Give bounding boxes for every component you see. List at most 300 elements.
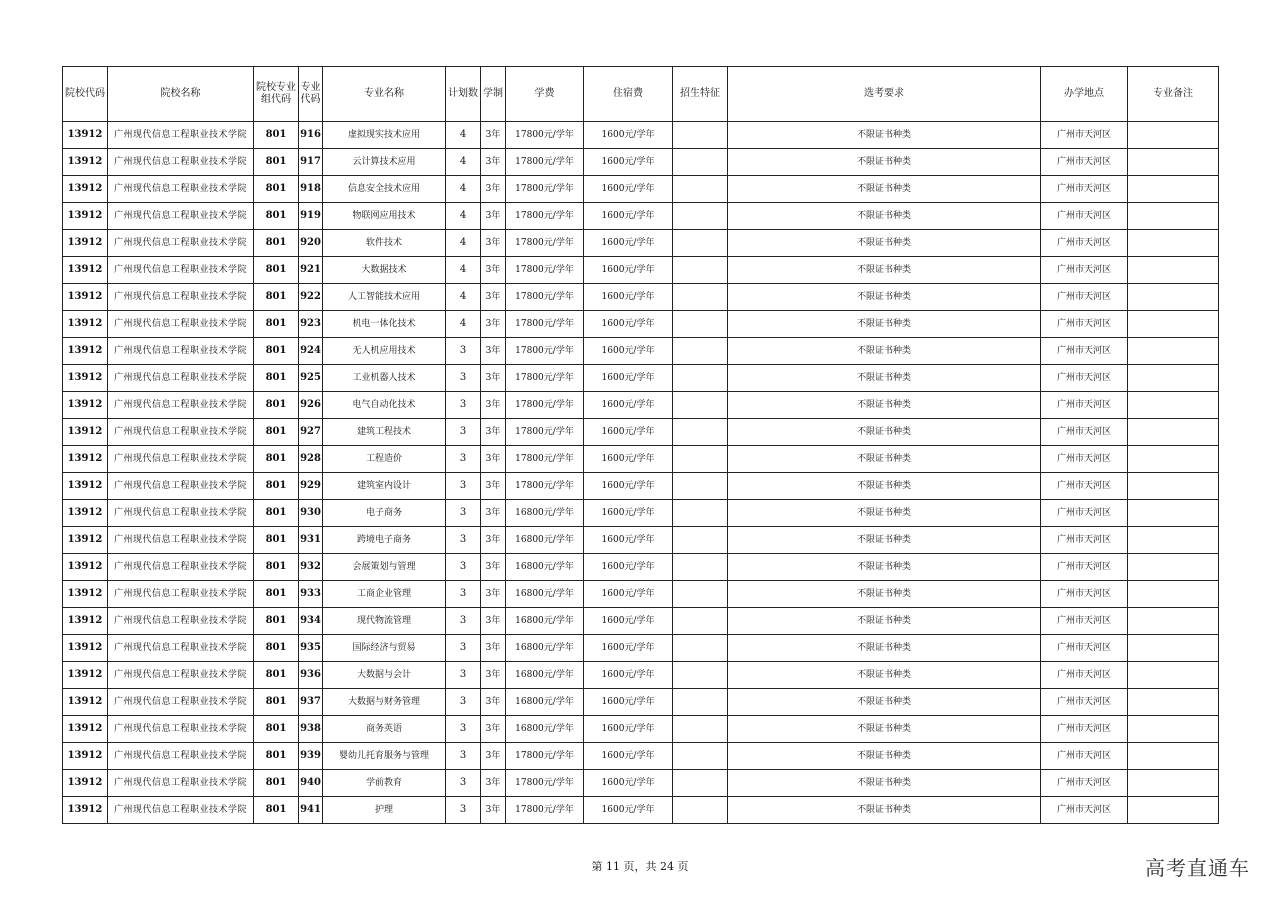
lodging-fee-cell: 1600元/学年 [584, 743, 673, 770]
school-code-cell: 13912 [63, 257, 108, 284]
note-cell [1128, 797, 1219, 824]
group-code-cell: 801 [254, 797, 299, 824]
tuition-cell: 17800元/学年 [506, 365, 584, 392]
requirement-cell: 不限证书种类 [728, 689, 1041, 716]
school-name-cell: 广州现代信息工程职业技术学院 [108, 365, 254, 392]
location-cell: 广州市天河区 [1041, 230, 1128, 257]
lodging-fee-cell: 1600元/学年 [584, 284, 673, 311]
table-row [63, 446, 1219, 473]
feature-cell [673, 743, 728, 770]
major-name-cell: 护理 [323, 797, 446, 824]
duration-cell: 3年 [481, 581, 506, 608]
plan-count-cell: 4 [446, 176, 481, 203]
table-row [63, 689, 1219, 716]
duration-cell: 3年 [481, 311, 506, 338]
location-cell: 广州市天河区 [1041, 500, 1128, 527]
tuition-cell: 17800元/学年 [506, 743, 584, 770]
header-cell: 选考要求 [728, 67, 1041, 122]
school-code-cell: 13912 [63, 176, 108, 203]
group-code-cell: 801 [254, 311, 299, 338]
location-cell: 广州市天河区 [1041, 365, 1128, 392]
table-row [63, 122, 1219, 149]
feature-cell [673, 581, 728, 608]
duration-cell: 3年 [481, 527, 506, 554]
requirement-cell: 不限证书种类 [728, 419, 1041, 446]
major-name-cell: 建筑室内设计 [323, 473, 446, 500]
school-code-cell: 13912 [63, 662, 108, 689]
school-name-cell: 广州现代信息工程职业技术学院 [108, 176, 254, 203]
table-row [63, 608, 1219, 635]
lodging-fee-cell: 1600元/学年 [584, 473, 673, 500]
major-name-cell: 无人机应用技术 [323, 338, 446, 365]
group-code-cell: 801 [254, 338, 299, 365]
school-name-cell: 广州现代信息工程职业技术学院 [108, 149, 254, 176]
note-cell [1128, 122, 1219, 149]
major-name-cell: 工商企业管理 [323, 581, 446, 608]
table-row [63, 581, 1219, 608]
duration-cell: 3年 [481, 473, 506, 500]
location-cell: 广州市天河区 [1041, 122, 1128, 149]
location-cell: 广州市天河区 [1041, 419, 1128, 446]
plan-count-cell: 4 [446, 257, 481, 284]
note-cell [1128, 365, 1219, 392]
school-code-cell: 13912 [63, 554, 108, 581]
group-code-cell: 801 [254, 500, 299, 527]
plan-count-cell: 4 [446, 284, 481, 311]
note-cell [1128, 689, 1219, 716]
location-cell: 广州市天河区 [1041, 581, 1128, 608]
table-row [63, 149, 1219, 176]
tuition-cell: 17800元/学年 [506, 419, 584, 446]
lodging-fee-cell: 1600元/学年 [584, 203, 673, 230]
lodging-fee-cell: 1600元/学年 [584, 608, 673, 635]
location-cell: 广州市天河区 [1041, 149, 1128, 176]
major-name-cell: 会展策划与管理 [323, 554, 446, 581]
major-name-cell: 工程造价 [323, 446, 446, 473]
duration-cell: 3年 [481, 635, 506, 662]
lodging-fee-cell: 1600元/学年 [584, 554, 673, 581]
major-code-cell: 928 [299, 446, 323, 473]
requirement-cell: 不限证书种类 [728, 257, 1041, 284]
tuition-cell: 17800元/学年 [506, 176, 584, 203]
header-cell: 学费 [506, 67, 584, 122]
requirement-cell: 不限证书种类 [728, 203, 1041, 230]
location-cell: 广州市天河区 [1041, 392, 1128, 419]
lodging-fee-cell: 1600元/学年 [584, 500, 673, 527]
tuition-cell: 17800元/学年 [506, 230, 584, 257]
school-name-cell: 广州现代信息工程职业技术学院 [108, 662, 254, 689]
plan-count-cell: 3 [446, 446, 481, 473]
table-row [63, 419, 1219, 446]
admissions-table [62, 66, 1219, 824]
feature-cell [673, 716, 728, 743]
note-cell [1128, 716, 1219, 743]
header-cell: 住宿费 [584, 67, 673, 122]
group-code-cell: 801 [254, 230, 299, 257]
group-code-cell: 801 [254, 635, 299, 662]
school-code-cell: 13912 [63, 203, 108, 230]
plan-count-cell: 3 [446, 716, 481, 743]
major-code-cell: 921 [299, 257, 323, 284]
group-code-cell: 801 [254, 419, 299, 446]
group-code-cell: 801 [254, 527, 299, 554]
note-cell [1128, 176, 1219, 203]
tuition-cell: 17800元/学年 [506, 473, 584, 500]
feature-cell [673, 257, 728, 284]
school-name-cell: 广州现代信息工程职业技术学院 [108, 797, 254, 824]
feature-cell [673, 149, 728, 176]
location-cell: 广州市天河区 [1041, 203, 1128, 230]
group-code-cell: 801 [254, 608, 299, 635]
requirement-cell: 不限证书种类 [728, 635, 1041, 662]
lodging-fee-cell: 1600元/学年 [584, 230, 673, 257]
note-cell [1128, 311, 1219, 338]
duration-cell: 3年 [481, 662, 506, 689]
header-cell: 专业代码 [299, 67, 323, 122]
major-code-cell: 938 [299, 716, 323, 743]
major-code-cell: 929 [299, 473, 323, 500]
major-name-cell: 学前教育 [323, 770, 446, 797]
plan-count-cell: 3 [446, 527, 481, 554]
major-name-cell: 机电一体化技术 [323, 311, 446, 338]
header-cell: 计划数 [446, 67, 481, 122]
duration-cell: 3年 [481, 284, 506, 311]
requirement-cell: 不限证书种类 [728, 608, 1041, 635]
tuition-cell: 17800元/学年 [506, 149, 584, 176]
plan-count-cell: 4 [446, 122, 481, 149]
feature-cell [673, 608, 728, 635]
school-name-cell: 广州现代信息工程职业技术学院 [108, 122, 254, 149]
tuition-cell: 17800元/学年 [506, 338, 584, 365]
table-row [63, 392, 1219, 419]
major-code-cell: 932 [299, 554, 323, 581]
lodging-fee-cell: 1600元/学年 [584, 149, 673, 176]
requirement-cell: 不限证书种类 [728, 716, 1041, 743]
table-row [63, 284, 1219, 311]
school-name-cell: 广州现代信息工程职业技术学院 [108, 446, 254, 473]
school-code-cell: 13912 [63, 419, 108, 446]
major-name-cell: 电子商务 [323, 500, 446, 527]
lodging-fee-cell: 1600元/学年 [584, 662, 673, 689]
school-name-cell: 广州现代信息工程职业技术学院 [108, 554, 254, 581]
feature-cell [673, 284, 728, 311]
table-row [63, 716, 1219, 743]
duration-cell: 3年 [481, 716, 506, 743]
location-cell: 广州市天河区 [1041, 635, 1128, 662]
table-row [63, 311, 1219, 338]
major-name-cell: 国际经济与贸易 [323, 635, 446, 662]
plan-count-cell: 3 [446, 743, 481, 770]
major-name-cell: 虚拟现实技术应用 [323, 122, 446, 149]
duration-cell: 3年 [481, 122, 506, 149]
feature-cell [673, 500, 728, 527]
table-row [63, 338, 1219, 365]
requirement-cell: 不限证书种类 [728, 149, 1041, 176]
major-name-cell: 电气自动化技术 [323, 392, 446, 419]
major-name-cell: 现代物流管理 [323, 608, 446, 635]
major-name-cell: 商务英语 [323, 716, 446, 743]
school-name-cell: 广州现代信息工程职业技术学院 [108, 419, 254, 446]
location-cell: 广州市天河区 [1041, 797, 1128, 824]
table-row [63, 743, 1219, 770]
note-cell [1128, 500, 1219, 527]
major-name-cell: 工业机器人技术 [323, 365, 446, 392]
school-code-cell: 13912 [63, 446, 108, 473]
header-cell: 院校专业组代码 [254, 67, 299, 122]
lodging-fee-cell: 1600元/学年 [584, 770, 673, 797]
feature-cell [673, 311, 728, 338]
plan-count-cell: 4 [446, 149, 481, 176]
duration-cell: 3年 [481, 689, 506, 716]
group-code-cell: 801 [254, 122, 299, 149]
note-cell [1128, 635, 1219, 662]
major-code-cell: 936 [299, 662, 323, 689]
tuition-cell: 17800元/学年 [506, 311, 584, 338]
header-cell: 院校代码 [63, 67, 108, 122]
plan-count-cell: 4 [446, 203, 481, 230]
major-name-cell: 婴幼儿托育服务与管理 [323, 743, 446, 770]
tuition-cell: 17800元/学年 [506, 770, 584, 797]
table-row [63, 176, 1219, 203]
note-cell [1128, 554, 1219, 581]
requirement-cell: 不限证书种类 [728, 554, 1041, 581]
duration-cell: 3年 [481, 500, 506, 527]
tuition-cell: 16800元/学年 [506, 500, 584, 527]
major-code-cell: 927 [299, 419, 323, 446]
group-code-cell: 801 [254, 716, 299, 743]
feature-cell [673, 797, 728, 824]
feature-cell [673, 392, 728, 419]
school-code-cell: 13912 [63, 770, 108, 797]
note-cell [1128, 419, 1219, 446]
major-code-cell: 931 [299, 527, 323, 554]
note-cell [1128, 581, 1219, 608]
table-row [63, 257, 1219, 284]
group-code-cell: 801 [254, 581, 299, 608]
feature-cell [673, 419, 728, 446]
duration-cell: 3年 [481, 608, 506, 635]
major-name-cell: 跨境电子商务 [323, 527, 446, 554]
school-name-cell: 广州现代信息工程职业技术学院 [108, 230, 254, 257]
table-row [63, 230, 1219, 257]
feature-cell [673, 689, 728, 716]
lodging-fee-cell: 1600元/学年 [584, 122, 673, 149]
plan-count-cell: 4 [446, 311, 481, 338]
lodging-fee-cell: 1600元/学年 [584, 527, 673, 554]
school-code-cell: 13912 [63, 743, 108, 770]
major-code-cell: 933 [299, 581, 323, 608]
major-name-cell: 人工智能技术应用 [323, 284, 446, 311]
lodging-fee-cell: 1600元/学年 [584, 338, 673, 365]
group-code-cell: 801 [254, 149, 299, 176]
group-code-cell: 801 [254, 770, 299, 797]
group-code-cell: 801 [254, 284, 299, 311]
location-cell: 广州市天河区 [1041, 473, 1128, 500]
feature-cell [673, 473, 728, 500]
note-cell [1128, 203, 1219, 230]
location-cell: 广州市天河区 [1041, 446, 1128, 473]
group-code-cell: 801 [254, 662, 299, 689]
school-code-cell: 13912 [63, 149, 108, 176]
table-row [63, 635, 1219, 662]
tuition-cell: 16800元/学年 [506, 527, 584, 554]
location-cell: 广州市天河区 [1041, 608, 1128, 635]
feature-cell [673, 770, 728, 797]
school-code-cell: 13912 [63, 689, 108, 716]
school-name-cell: 广州现代信息工程职业技术学院 [108, 743, 254, 770]
school-code-cell: 13912 [63, 122, 108, 149]
major-code-cell: 930 [299, 500, 323, 527]
feature-cell [673, 635, 728, 662]
note-cell [1128, 446, 1219, 473]
lodging-fee-cell: 1600元/学年 [584, 797, 673, 824]
major-code-cell: 923 [299, 311, 323, 338]
major-code-cell: 917 [299, 149, 323, 176]
location-cell: 广州市天河区 [1041, 689, 1128, 716]
school-code-cell: 13912 [63, 500, 108, 527]
tuition-cell: 16800元/学年 [506, 662, 584, 689]
feature-cell [673, 662, 728, 689]
major-code-cell: 937 [299, 689, 323, 716]
major-code-cell: 926 [299, 392, 323, 419]
duration-cell: 3年 [481, 176, 506, 203]
group-code-cell: 801 [254, 392, 299, 419]
tuition-cell: 16800元/学年 [506, 689, 584, 716]
lodging-fee-cell: 1600元/学年 [584, 176, 673, 203]
table-row [63, 365, 1219, 392]
school-code-cell: 13912 [63, 581, 108, 608]
plan-count-cell: 3 [446, 338, 481, 365]
tuition-cell: 16800元/学年 [506, 581, 584, 608]
header-cell: 学制 [481, 67, 506, 122]
note-cell [1128, 257, 1219, 284]
requirement-cell: 不限证书种类 [728, 527, 1041, 554]
note-cell [1128, 608, 1219, 635]
requirement-cell: 不限证书种类 [728, 446, 1041, 473]
school-name-cell: 广州现代信息工程职业技术学院 [108, 338, 254, 365]
major-name-cell: 云计算技术应用 [323, 149, 446, 176]
table-body [63, 122, 1219, 824]
location-cell: 广州市天河区 [1041, 527, 1128, 554]
plan-count-cell: 3 [446, 392, 481, 419]
note-cell [1128, 230, 1219, 257]
plan-count-cell: 3 [446, 770, 481, 797]
requirement-cell: 不限证书种类 [728, 365, 1041, 392]
table-row [63, 500, 1219, 527]
table-row [63, 203, 1219, 230]
feature-cell [673, 203, 728, 230]
requirement-cell: 不限证书种类 [728, 311, 1041, 338]
major-code-cell: 934 [299, 608, 323, 635]
header-cell: 专业名称 [323, 67, 446, 122]
table-row [63, 797, 1219, 824]
school-name-cell: 广州现代信息工程职业技术学院 [108, 581, 254, 608]
tuition-cell: 17800元/学年 [506, 122, 584, 149]
school-name-cell: 广州现代信息工程职业技术学院 [108, 689, 254, 716]
table-row [63, 662, 1219, 689]
requirement-cell: 不限证书种类 [728, 581, 1041, 608]
duration-cell: 3年 [481, 338, 506, 365]
major-code-cell: 935 [299, 635, 323, 662]
plan-count-cell: 4 [446, 230, 481, 257]
major-code-cell: 941 [299, 797, 323, 824]
requirement-cell: 不限证书种类 [728, 662, 1041, 689]
plan-count-cell: 3 [446, 365, 481, 392]
location-cell: 广州市天河区 [1041, 311, 1128, 338]
school-name-cell: 广州现代信息工程职业技术学院 [108, 257, 254, 284]
watermark-text: 高考直通车 [1145, 856, 1250, 880]
group-code-cell: 801 [254, 257, 299, 284]
duration-cell: 3年 [481, 149, 506, 176]
header-cell: 院校名称 [108, 67, 254, 122]
duration-cell: 3年 [481, 392, 506, 419]
group-code-cell: 801 [254, 203, 299, 230]
note-cell [1128, 338, 1219, 365]
major-code-cell: 916 [299, 122, 323, 149]
duration-cell: 3年 [481, 257, 506, 284]
requirement-cell: 不限证书种类 [728, 176, 1041, 203]
feature-cell [673, 338, 728, 365]
feature-cell [673, 446, 728, 473]
major-code-cell: 924 [299, 338, 323, 365]
table-row [63, 527, 1219, 554]
plan-count-cell: 3 [446, 419, 481, 446]
school-name-cell: 广州现代信息工程职业技术学院 [108, 770, 254, 797]
location-cell: 广州市天河区 [1041, 716, 1128, 743]
location-cell: 广州市天河区 [1041, 743, 1128, 770]
group-code-cell: 801 [254, 689, 299, 716]
plan-count-cell: 3 [446, 635, 481, 662]
major-code-cell: 925 [299, 365, 323, 392]
school-name-cell: 广州现代信息工程职业技术学院 [108, 500, 254, 527]
lodging-fee-cell: 1600元/学年 [584, 581, 673, 608]
duration-cell: 3年 [481, 419, 506, 446]
note-cell [1128, 743, 1219, 770]
feature-cell [673, 230, 728, 257]
duration-cell: 3年 [481, 230, 506, 257]
requirement-cell: 不限证书种类 [728, 122, 1041, 149]
location-cell: 广州市天河区 [1041, 284, 1128, 311]
location-cell: 广州市天河区 [1041, 338, 1128, 365]
duration-cell: 3年 [481, 203, 506, 230]
major-code-cell: 919 [299, 203, 323, 230]
header-cell: 专业备注 [1128, 67, 1219, 122]
school-code-cell: 13912 [63, 392, 108, 419]
school-code-cell: 13912 [63, 284, 108, 311]
location-cell: 广州市天河区 [1041, 770, 1128, 797]
lodging-fee-cell: 1600元/学年 [584, 419, 673, 446]
table-row [63, 770, 1219, 797]
requirement-cell: 不限证书种类 [728, 797, 1041, 824]
major-code-cell: 918 [299, 176, 323, 203]
plan-count-cell: 3 [446, 689, 481, 716]
requirement-cell: 不限证书种类 [728, 473, 1041, 500]
feature-cell [673, 365, 728, 392]
school-code-cell: 13912 [63, 527, 108, 554]
requirement-cell: 不限证书种类 [728, 770, 1041, 797]
duration-cell: 3年 [481, 365, 506, 392]
feature-cell [673, 527, 728, 554]
duration-cell: 3年 [481, 554, 506, 581]
group-code-cell: 801 [254, 365, 299, 392]
tuition-cell: 16800元/学年 [506, 554, 584, 581]
duration-cell: 3年 [481, 743, 506, 770]
feature-cell [673, 122, 728, 149]
note-cell [1128, 473, 1219, 500]
note-cell [1128, 527, 1219, 554]
tuition-cell: 17800元/学年 [506, 284, 584, 311]
plan-count-cell: 3 [446, 581, 481, 608]
